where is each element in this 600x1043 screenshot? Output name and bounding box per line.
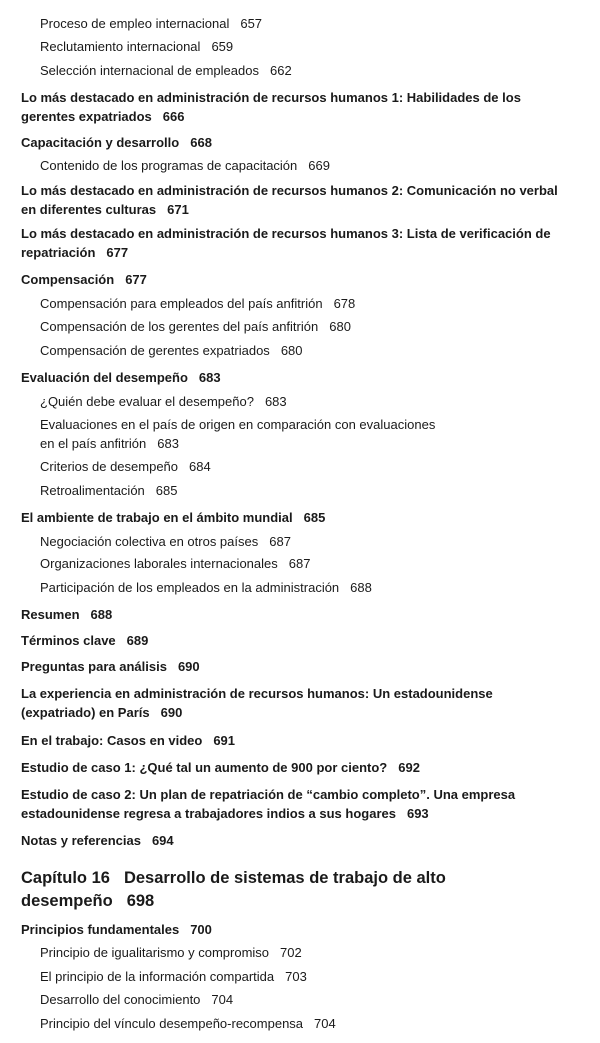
page-number: 657 [240,16,263,31]
toc-subsection-entry [40,532,291,551]
entry-title: Resumen [21,607,80,622]
page-number: 677 [125,272,147,287]
page-number: 692 [398,760,420,775]
toc-subsection-entry [40,457,211,476]
chapter-title: Desarrollo de sistemas de trabajo de alto [123,869,446,887]
entry-title: El principio de la información compartida [40,969,275,984]
page-number: 684 [189,459,211,474]
page-number: 677 [106,245,129,260]
toc-subsection-entry [40,341,303,360]
entry-title: Estudio de caso 1: ¿Qué tal un aumento de 900 por ciento? [21,760,388,775]
chapter-page-number: 698 [126,892,155,910]
entry-title: Estudio de caso 2: Un plan de repatriación de “cambio completo”. Una empresa [21,787,516,802]
page-number: 694 [151,833,174,848]
toc-subsection-entry [40,967,307,986]
page-number: 683 [198,370,221,385]
page-number: 680 [329,319,351,334]
page-number: 690 [160,705,183,720]
entry-title: La experiencia en administración de recursos humanos: Un estadounidense [21,686,493,701]
toc-subsection-entry [40,37,233,56]
toc-section-entry [21,831,174,850]
chapter-title-continued: desempeño [21,892,113,910]
page-number: 659 [211,39,234,54]
page-number: 669 [308,158,330,173]
entry-title: Criterios de desempeño [40,459,179,474]
toc-subsection-entry [40,481,177,500]
toc-section-entry [21,508,325,527]
toc-subsection-entry [40,156,330,175]
entry-title: En el trabajo: Casos en video [21,733,203,748]
page-number: 693 [406,806,429,821]
entry-title-continued: en diferentes culturas [21,202,157,217]
toc-section-entry [21,920,212,939]
entry-title: Participación de los empleados en la administración [40,580,340,595]
toc-subsection-entry [40,317,351,336]
toc-section-entry [21,684,493,722]
page-number: 702 [280,945,302,960]
page-number: 691 [213,733,236,748]
entry-title: Compensación [21,272,115,287]
toc-section-entry [21,758,420,777]
toc-section-entry [21,731,235,750]
entry-title: Retroalimentación [40,483,145,498]
toc-subsection-entry [40,294,355,313]
entry-title: El ambiente de trabajo en el ámbito mundial [21,510,293,525]
page-number: 688 [90,607,113,622]
page-number: 703 [285,969,307,984]
entry-title: Lo más destacado en administración de recursos humanos 2: Comunicación no verbal [21,183,558,198]
page-number: 683 [264,394,287,409]
page-number: 687 [288,556,311,571]
page-number: 680 [280,343,303,358]
entry-title: Negociación colectiva en otros países [40,534,259,549]
page-number: 671 [167,202,189,217]
entry-title: Selección internacional de empleados [40,63,259,78]
toc-subsection-entry [40,943,302,962]
page-number: 662 [269,63,292,78]
entry-title-continued: estadounidense regresa a trabajadores indios a sus hogares [21,806,396,821]
entry-title: Principio del vínculo desempeño-recompensa [40,1016,304,1031]
entry-title: Capacitación y desarrollo [21,135,180,150]
toc-subsection-entry [40,1014,336,1033]
page-number: 687 [269,534,291,549]
toc-section-entry [21,224,551,262]
page-number: 688 [350,580,372,595]
page-number: 683 [157,436,179,451]
entry-title: Evaluaciones en el país de origen en comparación con evaluaciones [40,417,436,432]
toc-subsection-entry [40,990,233,1009]
entry-title-continued: repatriación [21,245,96,260]
toc-section-entry [21,270,147,289]
entry-title-continued: gerentes expatriados [21,109,152,124]
toc-section-entry [21,368,221,387]
page-number: 700 [190,922,212,937]
toc-subsection-entry [40,554,310,573]
entry-title: Desarrollo del conocimiento [40,992,201,1007]
toc-section-entry [21,657,200,676]
entry-title: Lo más destacado en administración de recursos humanos 3: Lista de verificación de [21,226,551,241]
page-number: 685 [303,510,326,525]
toc-section-entry [21,133,212,152]
toc-section-entry [21,88,521,126]
entry-title: Contenido de los programas de capacitación [40,158,298,173]
entry-title-continued: (expatriado) en París [21,705,150,720]
toc-subsection-entry [40,61,292,80]
page-number: 666 [162,109,185,124]
toc-section-entry [21,605,112,624]
toc-section-entry [21,785,515,823]
page-number: 704 [211,992,234,1007]
page-number: 668 [190,135,212,150]
entry-title: Evaluación del desempeño [21,370,188,385]
chapter-label: Capítulo 16 [21,869,110,887]
toc-subsection-entry [40,392,287,411]
chapter-heading [21,867,446,913]
page-number: 704 [314,1016,336,1031]
entry-title: Organizaciones laborales internacionales [40,556,278,571]
entry-title: Compensación de gerentes expatriados [40,343,270,358]
toc-section-entry [21,181,558,219]
entry-title-continued: en el país anfitrión [40,436,147,451]
page-number: 690 [177,659,200,674]
entry-title: Preguntas para análisis [21,659,167,674]
entry-title: Principios fundamentales [21,922,180,937]
page-number: 685 [155,483,178,498]
entry-title: Principio de igualitarismo y compromiso [40,945,270,960]
entry-title: Proceso de empleo internacional [40,16,230,31]
toc-subsection-entry [40,415,435,453]
entry-title: ¿Quién debe evaluar el desempeño? [40,394,254,409]
entry-title: Compensación de los gerentes del país anfitrión [40,319,319,334]
page-number: 678 [333,296,356,311]
toc-subsection-entry [40,578,372,597]
toc-section-entry [21,631,148,650]
page-number: 689 [126,633,149,648]
entry-title: Lo más destacado en administración de recursos humanos 1: Habilidades de los [21,90,521,105]
entry-title: Términos clave [21,633,116,648]
toc-subsection-entry [40,14,262,33]
entry-title: Reclutamiento internacional [40,39,201,54]
entry-title: Notas y referencias [21,833,141,848]
entry-title: Compensación para empleados del país anfitrión [40,296,323,311]
